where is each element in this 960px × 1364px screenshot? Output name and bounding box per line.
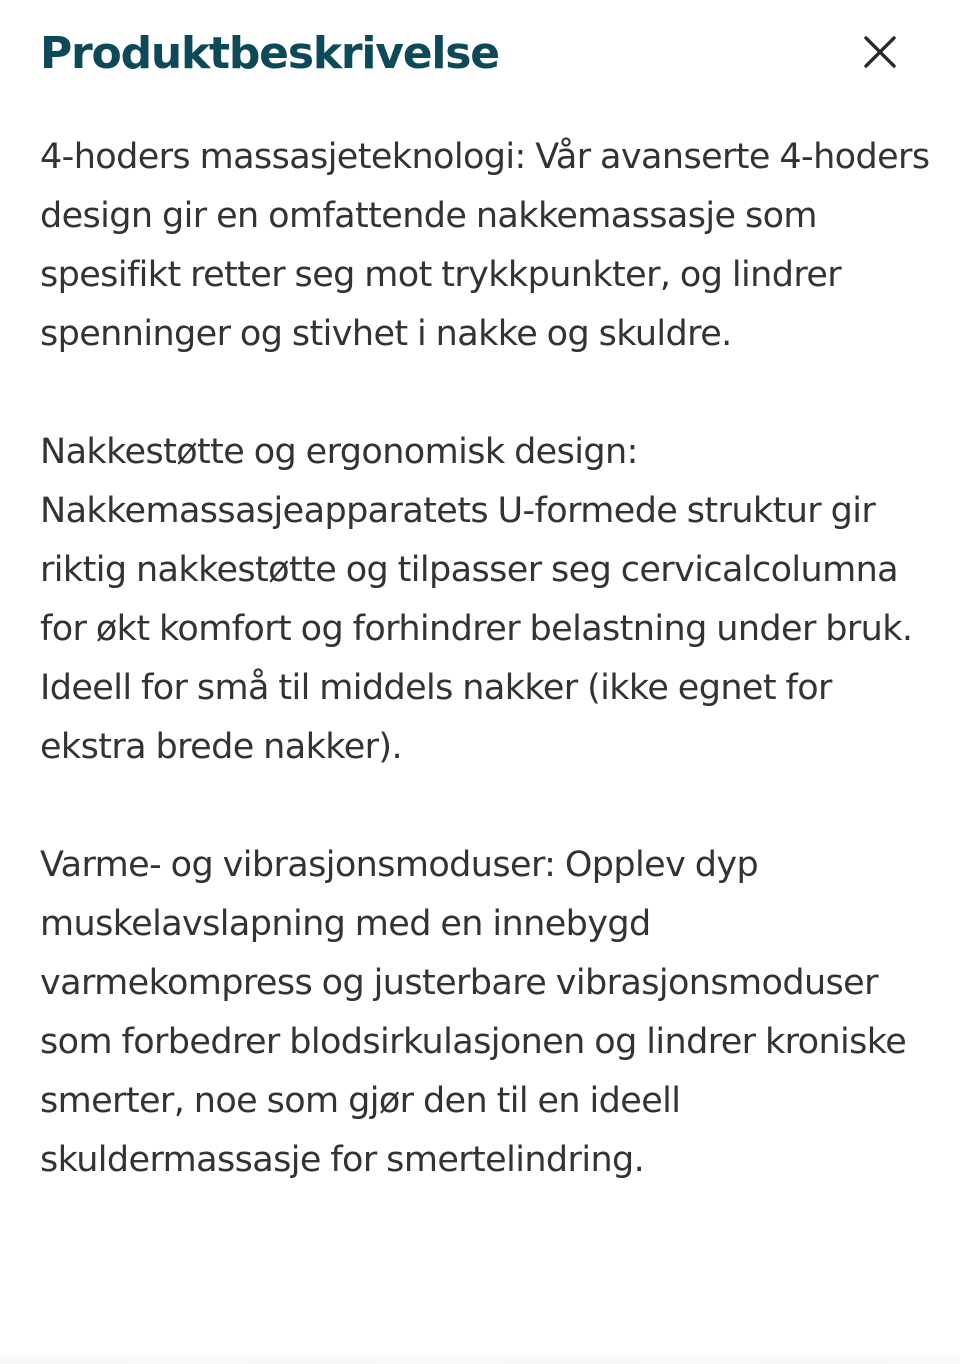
bottom-divider	[0, 1352, 960, 1364]
sheet-header	[40, 22, 920, 86]
close-icon	[864, 36, 896, 68]
page-title: Produktbeskrivelse	[40, 28, 499, 79]
description-body	[40, 128, 930, 1249]
description-paragraph: Varme- og vibrasjonsmoduser: Opplev dyp muskelavslapning med en innebygd varmekompress og justerbare vibrasjonsmoduser som forbedrer blodsirkulasjonen og lindrer kroniske smerter, noe som gjør den til en ideell skuldermassasje for smertelindring.	[40, 845, 907, 1180]
close-button[interactable]	[852, 24, 908, 80]
description-paragraph: 4-hoders massasjeteknologi: Vår avanserte 4-hoders design gir en omfattende nakkemassasje som spesifikt retter seg mot trykkpunkter, og lindrer spenninger og stivhet i nakke og skuldre.	[40, 137, 930, 354]
description-paragraph: Nakkestøtte og ergonomisk design: Nakkemassasjeapparatets U-formede struktur gir riktig nakkestøtte og tilpasser seg cervicalcolumna for økt komfort og forhindrer belastning under bruk. Ideell for små til middels nakker (ikke egnet for ekstra brede nakker).	[40, 432, 913, 767]
